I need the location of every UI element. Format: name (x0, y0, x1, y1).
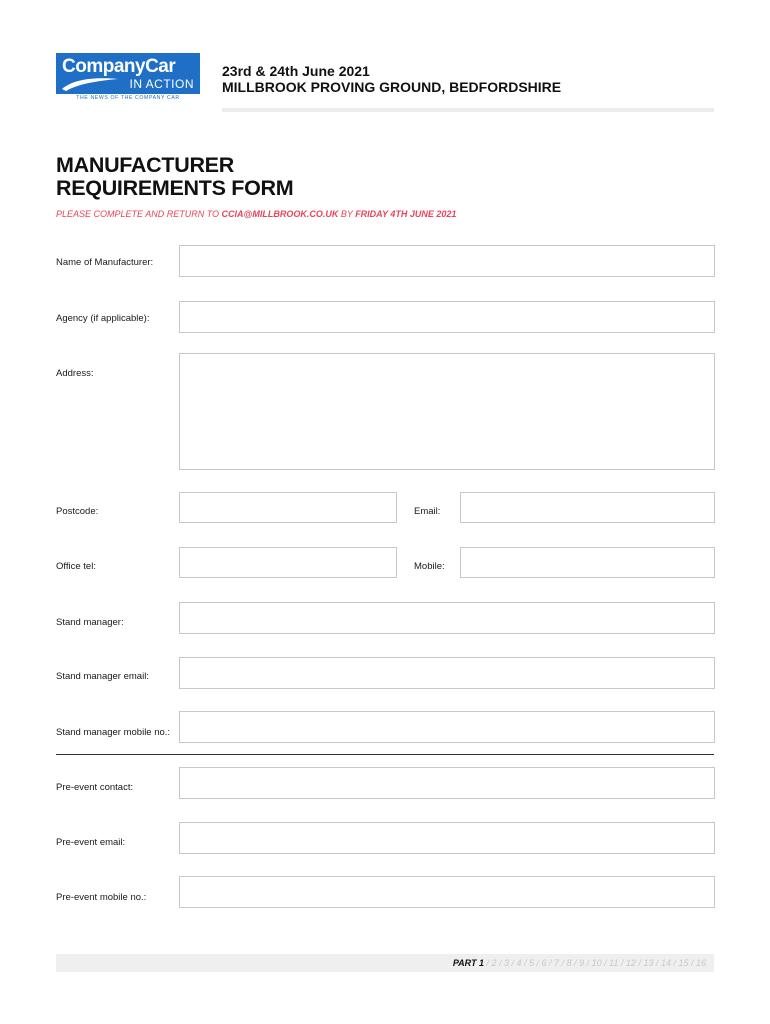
postcode-label: Postcode: (56, 506, 99, 517)
stand-manager-email-field[interactable] (179, 657, 715, 689)
pre-event-mobile-field[interactable] (179, 876, 715, 908)
mobile-label: Mobile: (414, 561, 445, 572)
event-info (222, 63, 561, 95)
company-car-logo (56, 53, 200, 103)
form-title-line2: REQUIREMENTS FORM (56, 176, 294, 200)
instruction-deadline: FRIDAY 4TH JUNE 2021 (355, 209, 457, 219)
event-venue: MILLBROOK PROVING GROUND, BEDFORDSHIRE (222, 79, 562, 95)
section-divider (56, 754, 714, 755)
postcode-field[interactable] (179, 492, 397, 523)
stand-manager-label: Stand manager: (56, 617, 124, 628)
pre-event-mobile-label: Pre-event mobile no.: (56, 892, 147, 903)
manufacturer-label: Name of Manufacturer: (56, 257, 154, 268)
stand-manager-mobile-label: Stand manager mobile no.: (56, 727, 171, 738)
logo-swoosh-icon (60, 75, 120, 93)
office-tel-label: Office tel: (56, 561, 96, 572)
office-tel-field[interactable] (179, 547, 397, 578)
stand-manager-mobile-field[interactable] (179, 711, 715, 743)
instruction-mid: BY (338, 209, 356, 219)
current-part[interactable]: PART 1 (452, 958, 485, 968)
stand-manager-field[interactable] (179, 602, 715, 634)
other-parts[interactable]: / 2 / 3 / 4 / 5 / 6 / 7 / 8 / 9 / 10 / 11 / 12 / 13 / 14 / 15 / 16 (484, 958, 706, 968)
event-dates: 23rd & 24th June 2021 (222, 63, 370, 79)
email-field[interactable] (460, 492, 715, 523)
address-label: Address: (56, 368, 94, 379)
form-instruction (56, 209, 456, 219)
logo-text-main: CompanyCar (62, 56, 176, 77)
instruction-prefix: PLEASE COMPLETE AND RETURN TO (56, 209, 222, 219)
instruction-email-link[interactable]: CCIA@MILLBROOK.CO.UK (221, 209, 339, 219)
mobile-field[interactable] (460, 547, 715, 578)
form-title (56, 154, 293, 200)
form-title-line1: MANUFACTURER (56, 153, 234, 177)
pre-event-contact-field[interactable] (179, 767, 715, 799)
logo-tagline: THE NEWS OF THE COMPANY CAR (56, 94, 200, 103)
logo-text-sub: IN ACTION (129, 77, 194, 91)
address-field[interactable] (179, 353, 715, 470)
pre-event-contact-label: Pre-event contact: (56, 782, 134, 793)
manufacturer-field[interactable] (179, 245, 715, 277)
agency-label: Agency (if applicable): (56, 313, 150, 324)
email-label: Email: (414, 506, 441, 517)
header-rule (222, 108, 714, 112)
pre-event-email-field[interactable] (179, 822, 715, 854)
part-pagination (453, 958, 706, 968)
agency-field[interactable] (179, 301, 715, 333)
stand-manager-email-label: Stand manager email: (56, 671, 149, 682)
pre-event-email-label: Pre-event email: (56, 837, 126, 848)
